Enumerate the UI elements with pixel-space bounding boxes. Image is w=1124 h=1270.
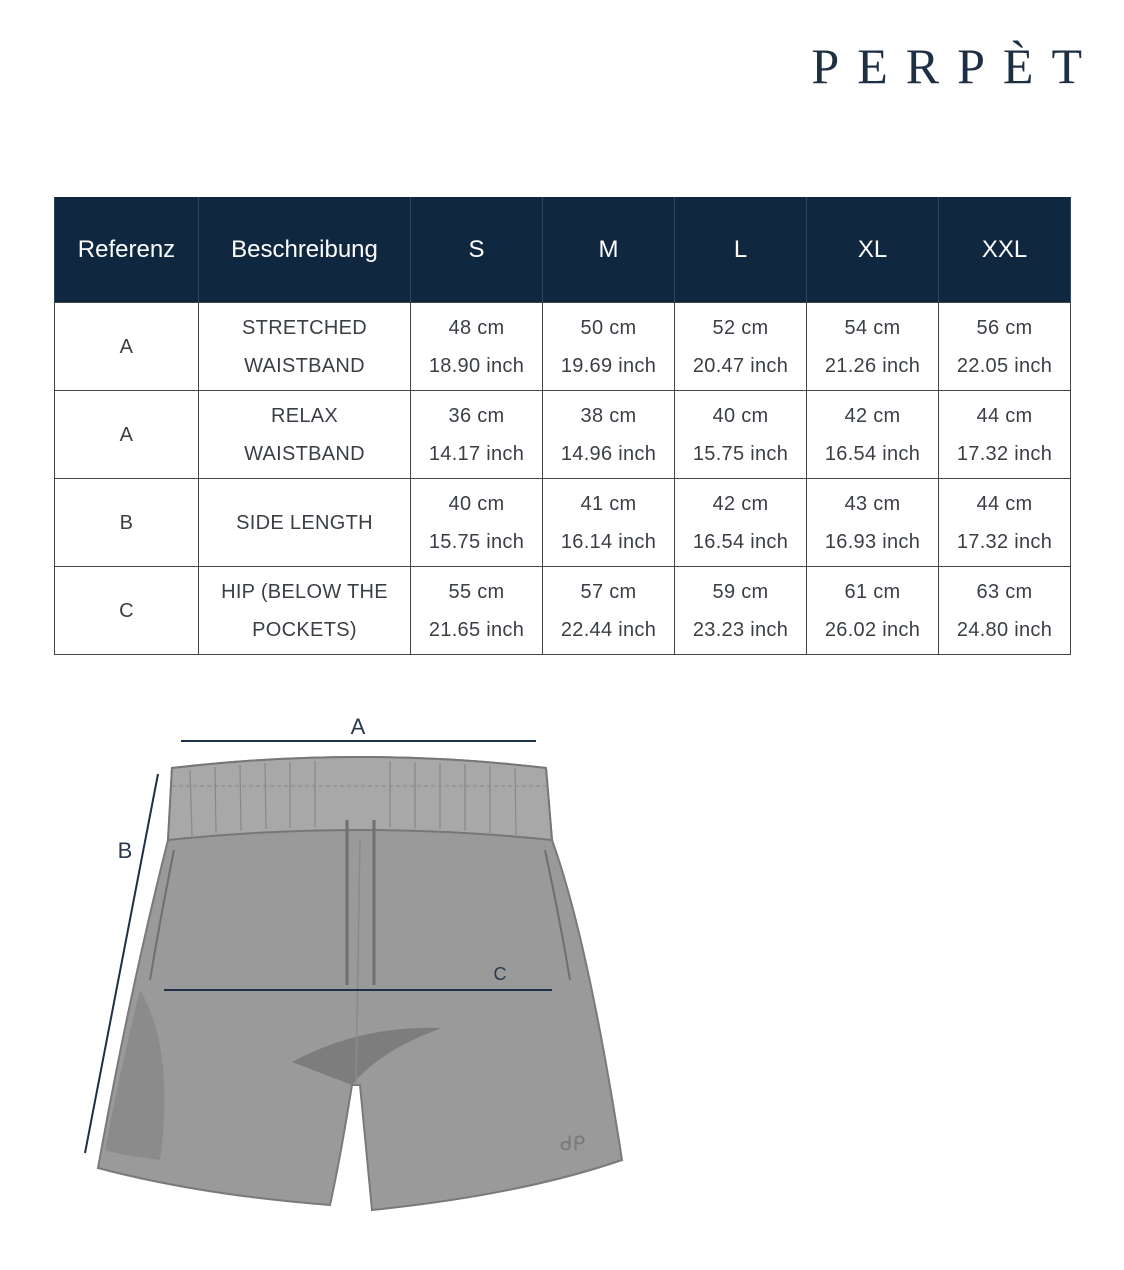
header-size-l: L: [675, 197, 807, 303]
measure-cell: [411, 303, 543, 391]
ref-cell: A: [55, 391, 199, 479]
description-line: SIDE LENGTH: [236, 511, 373, 534]
measure-cell: [543, 479, 675, 567]
inch-value: 14.96 inch: [560, 442, 657, 465]
measure-cell: [411, 567, 543, 655]
inch-value: 17.32 inch: [956, 442, 1053, 465]
cm-value: 40 cm: [712, 404, 769, 427]
table-header-row: [55, 197, 1071, 303]
description-line: STRETCHED: [242, 316, 367, 339]
shorts-diagram: [0, 690, 700, 1250]
cm-value: 36 cm: [448, 404, 505, 427]
description-cell: [199, 567, 411, 655]
cm-value: 52 cm: [712, 316, 769, 339]
description-line: WAISTBAND: [244, 354, 365, 377]
cm-value: 40 cm: [448, 492, 505, 515]
waistband: [168, 757, 552, 840]
inch-value: 24.80 inch: [956, 618, 1053, 641]
inch-value: 16.14 inch: [560, 530, 657, 553]
shorts-diagram-svg: [0, 690, 700, 1250]
cm-value: 42 cm: [844, 404, 901, 427]
measure-cell: [939, 391, 1071, 479]
table-row: [55, 391, 1071, 479]
inch-value: 23.23 inch: [692, 618, 789, 641]
inch-value: 18.90 inch: [428, 354, 525, 377]
table-row: [55, 479, 1071, 567]
description-line: RELAX: [270, 404, 339, 427]
measure-cell: [543, 303, 675, 391]
brand-logo: PERPÈT: [811, 38, 1100, 94]
header-size-xl: XL: [807, 197, 939, 303]
measure-cell: [675, 479, 807, 567]
cm-value: 55 cm: [448, 580, 505, 603]
inch-value: 19.69 inch: [560, 354, 657, 377]
description-line: WAISTBAND: [244, 442, 365, 465]
cm-value: 48 cm: [448, 316, 505, 339]
measure-cell: [411, 391, 543, 479]
measure-cell: [939, 567, 1071, 655]
table-row: [55, 303, 1071, 391]
inch-value: 15.75 inch: [692, 442, 789, 465]
garment-logo-icon: ᑯᑭ: [560, 1133, 586, 1155]
measure-cell: [675, 567, 807, 655]
cm-value: 63 cm: [976, 580, 1033, 603]
measure-cell: [411, 479, 543, 567]
measure-cell: [675, 391, 807, 479]
measure-cell: [543, 391, 675, 479]
header-reference: Referenz: [55, 197, 199, 303]
measure-cell: [807, 567, 939, 655]
cm-value: 44 cm: [976, 404, 1033, 427]
header-size-xxl: XXL: [939, 197, 1071, 303]
measure-cell: [939, 479, 1071, 567]
description-cell: [199, 303, 411, 391]
ref-cell: B: [55, 479, 199, 567]
size-chart-table: [54, 197, 1071, 655]
inch-value: 16.54 inch: [824, 442, 921, 465]
cm-value: 56 cm: [976, 316, 1033, 339]
cm-value: 54 cm: [844, 316, 901, 339]
cm-value: 61 cm: [844, 580, 901, 603]
measure-cell: [807, 303, 939, 391]
measure-label-b: B: [117, 838, 133, 863]
measure-cell: [807, 479, 939, 567]
cm-value: 43 cm: [844, 492, 901, 515]
header-size-m: M: [543, 197, 675, 303]
inch-value: 17.32 inch: [956, 530, 1053, 553]
cm-value: 59 cm: [712, 580, 769, 603]
description-line: POCKETS): [252, 618, 357, 641]
header-description: Beschreibung: [199, 197, 411, 303]
description-line: HIP (BELOW THE: [221, 580, 388, 603]
description-cell: [199, 479, 411, 567]
inch-value: 16.93 inch: [824, 530, 921, 553]
inch-value: 15.75 inch: [428, 530, 525, 553]
measure-cell: [675, 303, 807, 391]
measure-cell: [939, 303, 1071, 391]
cm-value: 44 cm: [976, 492, 1033, 515]
inch-value: 26.02 inch: [824, 618, 921, 641]
cm-value: 41 cm: [580, 492, 637, 515]
ref-cell: C: [55, 567, 199, 655]
inch-value: 21.65 inch: [428, 618, 525, 641]
table-row: [55, 567, 1071, 655]
measure-cell: [807, 391, 939, 479]
measure-label-c: C: [493, 964, 507, 984]
inch-value: 16.54 inch: [692, 530, 789, 553]
inch-value: 22.05 inch: [956, 354, 1053, 377]
cm-value: 38 cm: [580, 404, 637, 427]
inch-value: 14.17 inch: [428, 442, 525, 465]
cm-value: 57 cm: [580, 580, 637, 603]
measure-cell: [543, 567, 675, 655]
description-cell: [199, 391, 411, 479]
header-size-s: S: [411, 197, 543, 303]
inch-value: 21.26 inch: [824, 354, 921, 377]
cm-value: 50 cm: [580, 316, 637, 339]
measure-label-a: A: [350, 714, 366, 739]
inch-value: 20.47 inch: [692, 354, 789, 377]
inch-value: 22.44 inch: [560, 618, 657, 641]
cm-value: 42 cm: [712, 492, 769, 515]
ref-cell: A: [55, 303, 199, 391]
